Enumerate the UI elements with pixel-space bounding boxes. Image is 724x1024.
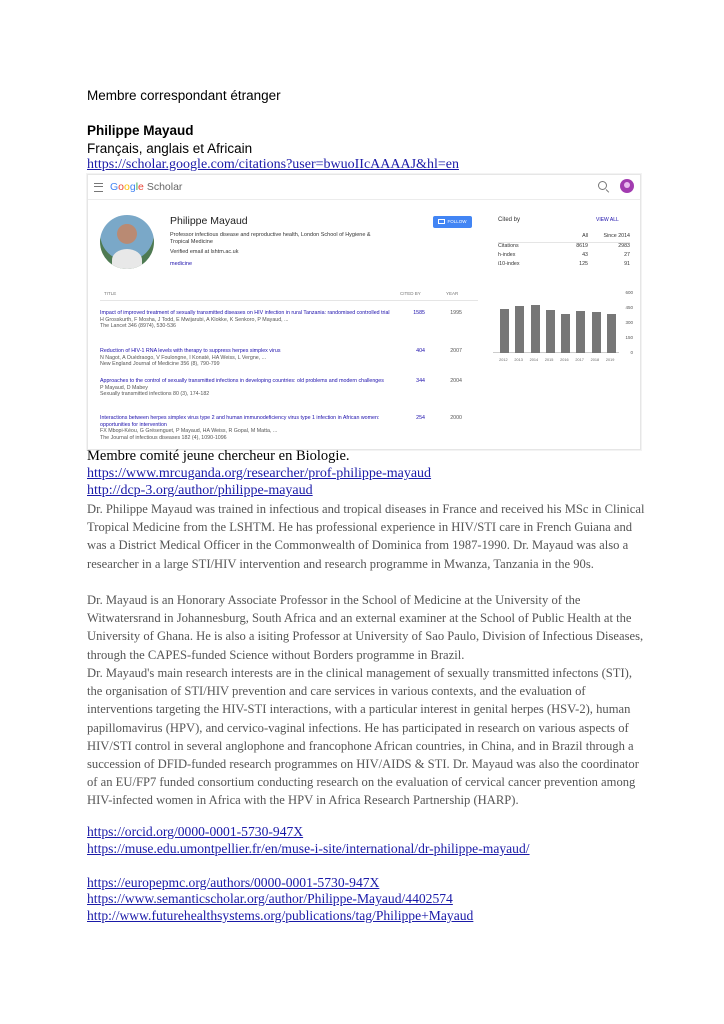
- stats-row-citations: Citations 8619 2983: [498, 243, 630, 249]
- mrc-uganda-link[interactable]: https://www.mrcuganda.org/researcher/prof-philippe-mayaud: [87, 466, 432, 481]
- stats-header-row: All Since 2014: [498, 233, 630, 243]
- follow-button[interactable]: [433, 216, 472, 228]
- article-journal: Sexually transmitted infections 80 (3), 174-182: [100, 391, 210, 397]
- citation-bar[interactable]: [607, 314, 616, 353]
- article-journal: The Journal of infectious diseases 182 (4), 1090-1096: [100, 434, 227, 441]
- bio-paragraph-1: Dr. Philippe Mayaud was trained in infectious and tropical diseases in France and received his MSc in Clinical Tropical Medicine from the LSHTM. He has professional experience in HIV/STI care in French Guiana and was a District Medical Officer in the Commonwealth of Dominica from 1987-1990. Dr. Mayaud was also a researcher in a large STI/HIV intervention and research programme in Mwanza, Tanzania in the 90s.: [87, 502, 645, 571]
- stats-row-h-index: h-index 43 27: [498, 252, 630, 258]
- page-title: Membre correspondant étranger: [87, 88, 281, 103]
- view-all-link[interactable]: VIEW ALL: [596, 217, 619, 223]
- muse-link[interactable]: https://muse.edu.umontpellier.fr/en/muse-i-site/international/dr-philippe-mayaud/: [87, 841, 530, 856]
- article-journal: New England Journal of Medicine 356 (8), 790-799: [100, 361, 220, 367]
- article-year: 2000: [450, 415, 462, 421]
- semantic-scholar-link[interactable]: https://www.semanticscholar.org/author/Philippe-Mayaud/4402574: [87, 891, 453, 906]
- google-scholar-screenshot: [87, 174, 641, 450]
- article-row: [100, 415, 478, 441]
- chart-y-tick-label: 150: [625, 335, 633, 340]
- chart-y-tick-label: 0: [630, 350, 633, 355]
- languages-line: Français, anglais et Africain: [87, 141, 253, 156]
- person-name: Philippe Mayaud: [87, 123, 194, 138]
- chart-x-tick-label: 2019: [605, 358, 615, 362]
- articles-table-header: [100, 290, 478, 301]
- bio-paragraph-3: Dr. Mayaud's main research interests are in the clinical management of sexually transmitted infectons (STI), the organisation of STI/HIV prevention and care services in various contexts, and the evaluation of interventions targeting the HIV-STI interactions, with a particular interest in genital herpes (HSV-2), human papillomavirus (HPV), and cervico-vaginal infections. He has participated in research on various aspects of HIV/STI control in several anglophone and francophone African countries, in China, and in Brazil through a succession of DFID-funded research programmes on HIV/AIDS & STI. Dr. Mayaud was also the coordinator of an EU/FP7 funded consortium conducting research on the evaluation of cervical cancer prevention among HIV-infected women in Africa with the HPV in Africa Research Partnership (HARP).: [87, 666, 639, 808]
- citation-bar[interactable]: [515, 306, 524, 353]
- col-title[interactable]: TITLE: [104, 291, 117, 296]
- citation-bar[interactable]: [592, 312, 601, 353]
- profile-affiliation: Professor infectious disease and reproductive health, London School of Hygiene & Tropical Medicine: [170, 232, 371, 245]
- article-row: [100, 378, 478, 398]
- orcid-link[interactable]: https://orcid.org/0000-0001-5730-947X: [87, 824, 304, 839]
- scholar-topbar: [88, 175, 640, 200]
- article-title-link[interactable]: Approaches to the control of sexually transmitted infections in developing countries: old problems and modern challenges: [100, 378, 384, 384]
- chart-x-tick-label: 2018: [590, 358, 600, 362]
- article-cited-by[interactable]: 254: [416, 415, 425, 421]
- article-authors: H Grosskurth, F Mosha, J Todd, E Mwijarubi, A Klokke, K Senkoro, P Mayaud, ...: [100, 316, 289, 323]
- article-title-link[interactable]: Reduction of HIV-1 RNA levels with therapy to suppress herpes simplex virus: [100, 348, 281, 354]
- citation-bar[interactable]: [561, 314, 570, 353]
- europepmc-link[interactable]: https://europepmc.org/authors/0000-0001-5730-947X: [87, 875, 380, 890]
- article-row: [100, 310, 478, 330]
- col-year[interactable]: YEAR: [446, 291, 459, 296]
- google-scholar-logo: Google Scholar: [110, 181, 183, 193]
- dcp3-link[interactable]: http://dcp-3.org/author/philippe-mayaud: [87, 483, 313, 498]
- profile-interest-link[interactable]: medicine: [170, 261, 193, 267]
- article-authors: N Nagot, A Ouédraogo, V Foulongne, I Konaté, HA Weiss, L Vergne, ...: [100, 354, 267, 361]
- citation-bar[interactable]: [576, 311, 585, 353]
- chart-y-tick-label: 600: [625, 290, 633, 295]
- chart-x-tick-label: 2013: [514, 358, 523, 362]
- article-cited-by[interactable]: 404: [416, 348, 425, 354]
- article-authors: P Mayaud, D Mabey: [100, 384, 148, 391]
- citation-bar[interactable]: [500, 309, 509, 353]
- profile-name: Philippe Mayaud: [170, 215, 248, 227]
- chart-y-tick-label: 450: [625, 305, 633, 310]
- chart-x-tick-label: 2015: [544, 358, 554, 362]
- cited-by-title: Cited by: [498, 217, 521, 223]
- article-row: [100, 348, 478, 368]
- article-authors: FX Mbopi-Kéou, G Grésenguet, P Mayaud, HA Weiss, R Gopal, M Matta, ...: [100, 428, 278, 434]
- scholar-profile-link[interactable]: https://scholar.google.com/citations?user=bwuoIIcAAAAJ&hl=en: [87, 157, 459, 172]
- chart-x-tick-label: 2012: [499, 358, 508, 362]
- profile-email: Verified email at lshtm.ac.uk: [170, 249, 239, 255]
- citation-bar[interactable]: [546, 310, 555, 353]
- chart-x-tick-label: 2014: [529, 358, 539, 362]
- article-year: 2007: [450, 348, 462, 354]
- stats-row-i10-index: i10-index 125 91: [498, 261, 630, 267]
- chart-x-tick-label: 2016: [560, 358, 569, 362]
- follow-label: FOLLOW: [447, 219, 467, 224]
- article-journal: The Lancet 346 (8974), 530-536: [100, 323, 176, 329]
- article-cited-by[interactable]: 1585: [413, 310, 425, 316]
- article-title-link[interactable]: Interactions between herpes simplex virus type 2 and human immunodeficiency virus type 1 infection in African women: opportunities for intervention: [100, 415, 380, 428]
- committee-title: Membre comité jeune chercheur en Biologie.: [87, 448, 350, 464]
- search-icon[interactable]: [598, 181, 607, 190]
- article-cited-by[interactable]: 344: [416, 378, 425, 384]
- future-health-systems-link[interactable]: http://www.futurehealthsystems.org/publications/tag/Philippe+Mayaud: [87, 908, 474, 923]
- col-cited-by[interactable]: CITED BY: [400, 291, 421, 296]
- bio-paragraph-2: Dr. Mayaud is an Honorary Associate Professor in the School of Medicine at the University of the Witwatersrand in Johannesburg, South Africa and an external examiner at the School of Public Health at the University of Ghana. He is also a isiting Professor at University of Sao Paulo, Division of Infectious Diseases, through the CAPES-funded Science without Borders programme in Brazil.: [87, 593, 644, 662]
- article-year: 2004: [450, 378, 462, 384]
- chart-x-tick-label: 2017: [575, 358, 584, 362]
- chart-y-tick-label: 300: [625, 320, 633, 325]
- article-year: 1995: [450, 310, 462, 316]
- citation-stats-table: [498, 233, 630, 270]
- citation-bar[interactable]: [531, 305, 540, 353]
- hamburger-menu-icon[interactable]: [94, 183, 103, 192]
- account-avatar[interactable]: [620, 179, 634, 193]
- citations-per-year-chart: [493, 287, 633, 369]
- profile-photo: [100, 215, 154, 269]
- article-title-link[interactable]: Impact of improved treatment of sexually transmitted diseases on HIV infection in rural Tanzania: randomised controlled trial: [100, 310, 390, 316]
